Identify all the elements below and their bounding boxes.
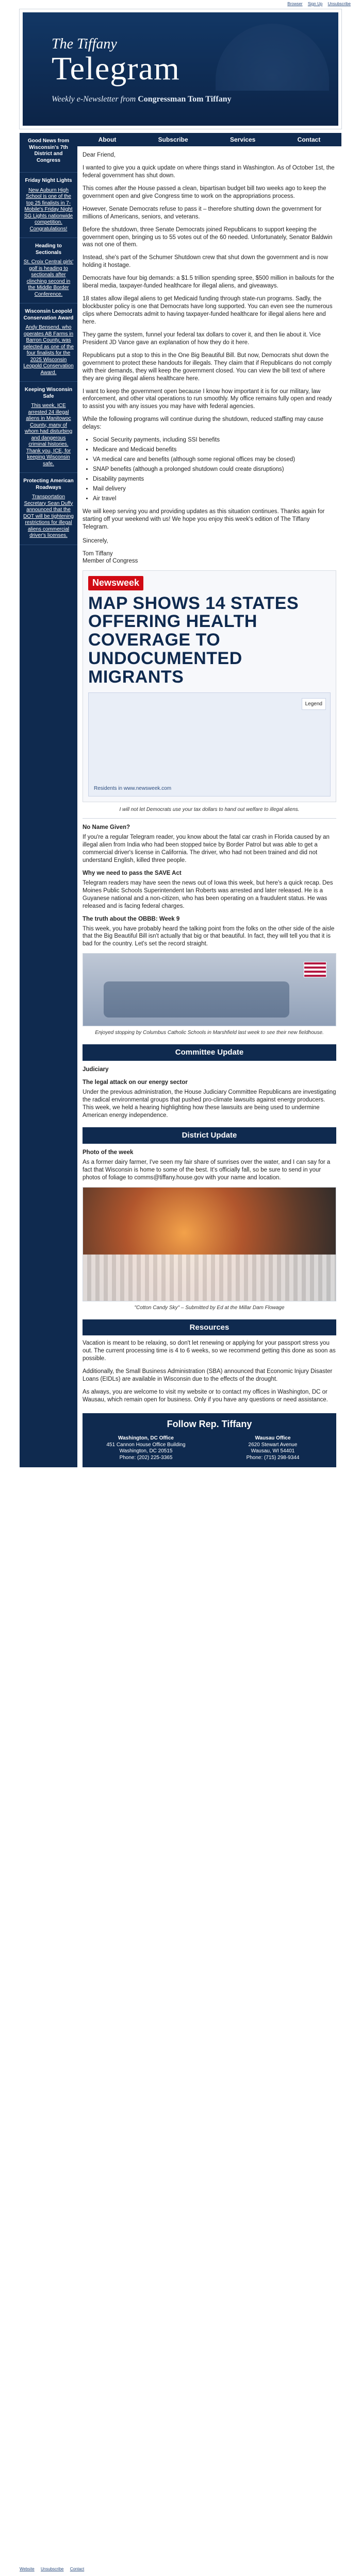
newsweek-logo: Newsweek xyxy=(88,576,143,590)
sidebar-block xyxy=(20,303,77,382)
cotton-caption: "Cotton Candy Sky" – Submitted by Ed at the Millar Dam Flowage xyxy=(134,1304,285,1311)
signup-link[interactable]: Sign Up xyxy=(307,2,323,6)
top-links-right xyxy=(283,2,351,6)
unsubscribe-link[interactable]: Unsubscribe xyxy=(327,2,351,6)
paragraph: However, Senate Democrats refuse to pass it – therefore shutting down the government for millions of Americans, seniors, and veterans. xyxy=(83,206,322,220)
footer xyxy=(83,1413,336,1467)
section-heading: Why we need to pass the SAVE Act xyxy=(83,870,182,876)
paragraph: Democrats have four big demands: a $1.5 trillion spending spree, $500 million in bailouts for the liberal media, taxpayer-funded healthcare for illegal aliens, and giveaways. xyxy=(83,275,334,290)
us-map xyxy=(88,692,331,796)
list-item: • SNAP benefits (although a prolonged shutdown could create disruptions) xyxy=(93,466,336,473)
sidebar-heading: Good News from Wisconsin's 7th District and Congress xyxy=(27,138,69,163)
office-line: Wausau, WI 54401 xyxy=(251,1448,295,1454)
section-heading: The truth about the OBBB: Week 9 xyxy=(83,916,180,922)
office-line: 451 Cannon House Office Building xyxy=(106,1442,186,1448)
paragraph: Instead, she's part of the Schumer Shutdown crew that shut down the government and is now holding it hostage. xyxy=(83,255,328,269)
paragraph: I want to keep the government open because I know how important it is for our military, law enforcement, and other vital operations to run smoothly. My office remains fully open and ready to assist you with any issues you may have with federal agencies. xyxy=(83,388,332,410)
program-list xyxy=(93,436,336,503)
paragraph: I wanted to give you a quick update on where things stand in Washington. As of October 1st, the federal government has shut down. xyxy=(83,164,335,179)
office-title: Washington, DC Office xyxy=(118,1435,174,1442)
list-item: • Social Security payments, including SSI benefits xyxy=(93,436,336,444)
paragraph: As always, you are welcome to visit my website or to contact my offices in Washington, DC or Wausau, which remain open for business. Only if you have any questions or need assistance. xyxy=(83,1388,328,1403)
letter-content xyxy=(77,146,341,1467)
office-dc xyxy=(89,1435,203,1461)
cotton-candy-sky-photo xyxy=(83,1187,336,1301)
flag-icon xyxy=(304,962,326,977)
left-sidebar xyxy=(20,133,77,1467)
list-item: • Disability payments xyxy=(93,476,336,483)
people-silhouette xyxy=(104,981,289,1018)
two-column-layout xyxy=(20,133,341,1467)
sincerely: Sincerely, xyxy=(83,537,108,544)
sidebar-text[interactable]: Andy Bensend, who operates AB Farms in Barron County, was selected as one of the four finalists for the 2025 Wisconsin Leopold Conservation Award. xyxy=(23,325,74,376)
bottom-links xyxy=(20,2567,89,2571)
signature-name: Tom Tiffany xyxy=(83,550,113,557)
map-caption: I will not let Democrats use your tax dollars to hand out welfare to illegal aliens. xyxy=(119,807,300,813)
list-item: • VA medical care and benefits (although some regional offices may be closed) xyxy=(93,456,336,464)
banner-subtitle-bold: Congressman Tom Tiffany xyxy=(138,95,232,104)
paragraph: While the following programs will continue during the shutdown, reduced staffing may cause delays: xyxy=(83,416,324,431)
header-banner xyxy=(20,9,341,129)
paragraph: This week, you have probably heard the talking point from the folks on the other side of the aisle that the Big Beautiful Bill isn't actually that big or that beautiful. In fact, they will tell you that it is bad for the country. Let's set the record straight. xyxy=(83,925,335,947)
district-update-title: District Update xyxy=(83,1127,336,1144)
sidebar-block xyxy=(20,173,77,238)
main-column xyxy=(77,133,341,1467)
paragraph: If you're a regular Telegram reader, you know about the fatal car crash in Florida caused by an illegal alien from India who had been stopped twice by Border Patrol but was able to get a commercial driver's license in California. The driver, who had not been trained and did not understand English, killed three people. xyxy=(83,834,330,863)
newsweek-card[interactable] xyxy=(83,570,336,802)
office-line: Phone: (715) 298-9344 xyxy=(246,1454,300,1461)
map-note: Residents in www.newsweek.com xyxy=(94,786,172,792)
sidebar-heading: Heading to Sectionals xyxy=(35,243,62,256)
banner-the: The Tiffany xyxy=(52,36,117,52)
judiciary-subheading: The legal attack on our energy sector xyxy=(83,1079,188,1086)
newsweek-headline: MAP SHOWS 14 STATES OFFERING HEALTH COVERAGE TO UNDOCUMENTED MIGRANTS xyxy=(88,593,299,687)
office-title: Wausau Office xyxy=(255,1435,291,1442)
photo-week-heading: Photo of the week xyxy=(83,1149,134,1156)
sidebar-text[interactable]: This week, ICE arrested 24 illegal aliens in Manitowoc County, many of whom had disturbing and dangerous criminal histories. Thank you, ICE, for keeping Wisconsin safe. xyxy=(24,403,73,467)
offices xyxy=(83,1435,336,1461)
top-nav xyxy=(77,133,341,146)
newsletter xyxy=(20,9,341,1467)
office-wausau xyxy=(216,1435,330,1461)
follow-title: Follow Rep. Tiffany xyxy=(167,1418,252,1429)
paragraph: Before the shutdown, three Senate Democrats joined Republicans to support keeping the government open, bringing us to 55 votes out of the 60 needed. Unfortunately, Senator Baldwin was not one of them. xyxy=(83,226,333,248)
sidebar-text[interactable]: Transportation Secretary Sean Duffy announced that the DOT will be tightening restrictions for illegal aliens commercial driver's licenses. xyxy=(23,494,74,538)
website-link[interactable]: Website xyxy=(20,2567,35,2571)
committee-update-title: Committee Update xyxy=(83,1044,336,1061)
sidebar-heading: Protecting American Roadways xyxy=(23,478,74,490)
paragraph: Telegram readers may have seen the news out of Iowa this week, but here's a quick recap. Des Moines Public Schools Superintendent Ian Roberts was arrested and later released. He is a Guyanese national and a non-citizen, who has been operating on a fraudulent status. He was released and is facing federal charges. xyxy=(83,879,333,909)
greeting: Dear Friend, xyxy=(83,152,116,158)
paragraph: This comes after the House passed a clean, bipartisan budget bill two weeks ago to keep the government open and give Congress time to work on the appropriations process. xyxy=(83,185,326,199)
sidebar-text[interactable]: St. Croix Central girls' golf is heading to sectionals after clinching second in the Middle Border Conference. xyxy=(23,259,74,297)
sidebar-block xyxy=(20,133,77,173)
sidebar-block xyxy=(20,382,77,473)
section-heading: No Name Given? xyxy=(83,824,130,831)
browser-link[interactable]: Browser xyxy=(287,2,303,6)
divider xyxy=(83,818,336,819)
paragraph: 18 states allow illegal aliens to get Medicaid funding through state-run programs. Sadly, the blockbuster policy is one that Democrats have long supported. You can even see the numerous clips where Democrats admit to having taxpayer-funded healthcare for illegal aliens here and here. xyxy=(83,296,333,325)
unsubscribe-link-bottom[interactable]: Unsubscribe xyxy=(41,2567,64,2571)
paragraph: Republicans put a stop to this in the One Big Beautiful Bill. But now, Democrats shut down the government to protect these handouts for illegals. They claim that if Republicans do not comply with their demands, they will keep the government closed. You can view the bill text of where they are giving illegal aliens healthcare here. xyxy=(83,352,332,382)
banner-subtitle xyxy=(52,95,320,104)
list-item: • Air travel xyxy=(93,495,336,503)
paragraph: Vacation is meant to be relaxing, so don't let renewing or applying for your passport stress you out. The current processing time is 4 to 6 weeks, so we recommend getting this done as soon as possible. xyxy=(83,1340,336,1362)
paragraph: They game the system, funnel your federal tax dollars to cover it, and then lie about it. Vice President JD Vance gave an explanation of how they do it here. xyxy=(83,331,321,346)
paragraph: We will keep serving you and providing updates as this situation continues. Thanks again for starting off your weekend with us! We hope you enjoy this week's edition of The Tiffany Telegram. xyxy=(83,508,325,530)
map-legend: Legend xyxy=(302,698,326,710)
sidebar-heading: Keeping Wisconsin Safe xyxy=(24,387,73,399)
nav-services[interactable]: Services xyxy=(229,136,256,143)
sidebar-heading: Wisconsin Leopold Conservation Award xyxy=(23,309,74,321)
office-line: Phone: (202) 225-3365 xyxy=(119,1454,173,1461)
signature-block xyxy=(83,537,336,566)
photo-caption: Enjoyed stopping by Columbus Catholic Schools in Marshfield last week to see their new fieldhouse. xyxy=(95,1030,324,1036)
resources-title: Resources xyxy=(83,1319,336,1336)
paragraph: Under the previous administration, the House Judiciary Committee Republicans are investigating the radical environmental groups that pushed pro-climate lawsuits against energy producers. This week, we held a hearing highlighting how these lawsuits are being used to undermine American energy independence. xyxy=(83,1089,336,1118)
school-photo xyxy=(83,953,336,1026)
sidebar-block xyxy=(20,473,77,545)
sidebar-block xyxy=(20,238,77,303)
paragraph: Additionally, the Small Business Administration (SBA) announced that Economic Injury Disaster Loans (EIDLs) are available in Wisconsin due to the effects of the drought. xyxy=(83,1368,333,1382)
nav-contact[interactable]: Contact xyxy=(297,136,321,143)
list-item: • Medicare and Medicaid benefits xyxy=(93,446,336,454)
top-links xyxy=(0,0,361,9)
office-line: Washington, DC 20515 xyxy=(119,1448,173,1454)
paragraph: As a former dairy farmer, I've seen my fair share of sunrises over the water, and I can say for a fact that Wisconsin is home to some of the best. It's officially fall, so be sure to send in your photos of foliage to comms@tiffany.house.gov with your name and location. xyxy=(83,1159,331,1181)
sidebar-heading: Friday Night Lights xyxy=(25,178,72,183)
signature-title: Member of Congress xyxy=(83,558,138,565)
judiciary-heading: Judiciary xyxy=(83,1066,109,1073)
contact-link-bottom[interactable]: Contact xyxy=(70,2567,85,2571)
banner-subtitle-prefix: Weekly e-Newsletter from xyxy=(52,95,138,104)
office-line: 2620 Stewart Avenue xyxy=(248,1442,298,1448)
nav-subscribe[interactable]: Subscribe xyxy=(158,136,188,143)
list-item: • Mail delivery xyxy=(93,485,336,493)
banner-title: Telegram xyxy=(52,50,180,87)
nav-about[interactable]: About xyxy=(98,136,117,143)
sidebar-text[interactable]: New Auburn High School is one of the top 25 finalists in 7-Mobile's Friday Night SG Lights nationwide competition. Congratulations! xyxy=(24,187,73,232)
field-texture xyxy=(83,1255,336,1301)
